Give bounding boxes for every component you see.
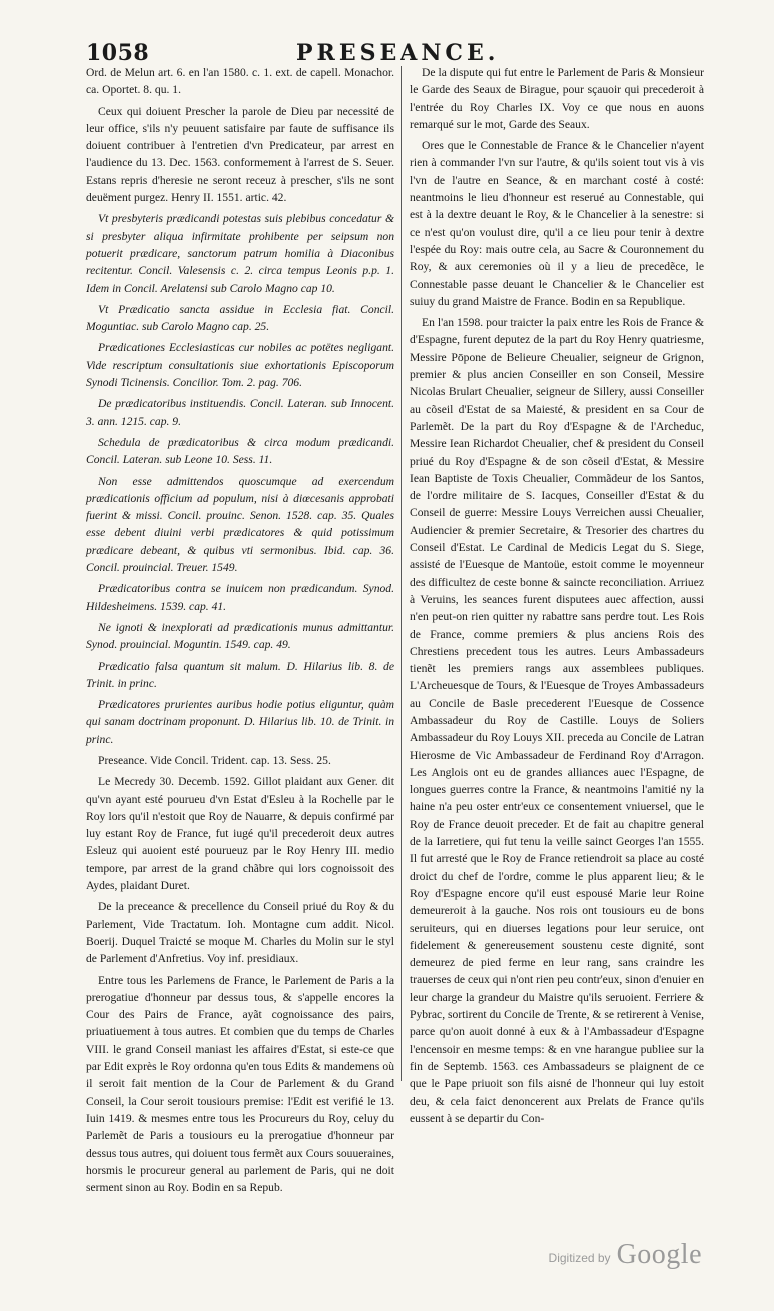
digitized-by-google-watermark (549, 1231, 702, 1271)
paragraph: Prædicatoribus contra se inuicem non prædicandum. Synod. Hildesheimens. 1539. cap. 41. (86, 582, 394, 613)
paragraph: Non esse admittendos quoscumque ad exercendum prædicationis officium ad populum, nisi à diœcesanis approbati fuerint & missi. Concil. prouinc. Senon. 1528. cap. 35. Quales esse debent diuini verbi prædicatores & quid potissimum prædicare debeant, & quibus vti sermonibus. Ibid. cap. 36. Concil. prouincial. Treuer. 1549. (86, 474, 394, 575)
paragraph: Prædicatio falsa quantum sit malum. D. Hilarius lib. 8. de Trinit. in princ. (86, 659, 394, 690)
page-header (86, 40, 706, 66)
paragraph: Ceux qui doiuent Prescher la parole de Dieu par necessité de leur office, s'ils n'y peuuent satisfaire par faute de suffisance ils doiuent contribuer à l'entretien d'vn Predicateur, par arrest en l'audience du 13. Dec. 1563. conformement à l'arrest de S. Seuer. Estans repris d'heresie ne seront receuz à prescher, s'ils ne sont deuëment purgez. Henry II. 1551. artic. 42. (86, 104, 394, 205)
paragraph: Preseance. Vide Concil. Trident. cap. 13. Sess. 25. (98, 753, 331, 767)
digitized-by-label: Digitized by (548, 1251, 611, 1265)
paragraph: Entre tous les Parlemens de France, le Parlement de Paris a la prerogatiue d'honneur par dessus tous, & s'appelle encores la Cour des Pairs de France, ayãt cognoissance des pairs, priuatiuement à tous autres. Et combien que du temps de Charles VIII. le grand Conseil maniast les affaires d'Estat, si este-ce que par Edit exprès le Roy ordonna qu'en tous Edits & mandemens où il seroit fait mention de la Cour de Parlement & du Grand Conseil, la Cour seroit tousiours premise: l'Edit est verifié le 13. Iuin 1419. & mesmes entre tous les Procureurs du Roy, celuy du Parlemẽt de Paris a tousiours eu la prerogatiue d'honneur par dessus tous autres, qui doiuent tous fermẽt aux Cours souueraines, horsmis le procureur general au parlement de Paris, qui ne doit serment sinon au Roy. Bodin en sa Repub. (86, 973, 394, 1195)
paragraph: Ord. de Melun art. 6. en l'an 1580. c. 1. ext. de capell. Monachor. ca. Oportet. 8. qu. 1. (86, 66, 394, 97)
page-number: 1058 (86, 40, 150, 66)
right-column (410, 64, 704, 1131)
paragraph: Ores que le Connestable de France & le Chancelier n'ayent rien à commander l'vn sur l'autre, & qu'ils soient tout vis à vis l'vn de l'autre en Seance, & en marchant costé à costé: neantmoins le lieu d'honneur est reserué au Connestable, qui est à la dextre deuant le Roy, & le Chancelier à la senestre: si ce n'est qu'on voulust dire, qu'il a ce lieu pour tenir à dextre l'espée du Roy: mais outre cela, au Sacre & Couronnement du Roy, & aux ceremonies où il y a lieu de precedẽce, le Connestable passe deuant le Chancelier & le Chancelier est suiuy du grand Maistre de France. Bodin en sa Republique. (410, 139, 704, 308)
paragraph: Vt Prædicatio sancta assidue in Ecclesia fiat. Concil. Moguntiac. sub Carolo Magno cap. 25. (86, 302, 394, 334)
paragraph: Prædicatores prurientes auribus hodie potius eliguntur, quàm qui sanam doctrinam proponunt. D. Hilarius lib. 10. de Trinit. in princ. (86, 698, 394, 746)
column-divider (401, 66, 402, 1081)
paragraph: De la dispute qui fut entre le Parlement de Paris & Monsieur le Garde des Seaux de Birague, pour sçauoir qui precederoit à l'entrée du Roy Charles IX. Voy ce que nous en auons remarqué sur le mot, Garde des Seaux. (410, 66, 704, 131)
paragraph: Prædicationes Ecclesiasticas cur nobiles ac potëtes negligant. Vide rescriptum consultationis siue exhortationis Episcoporum Synodi Ticinensis. Concilior. Tom. 2. pag. 706. (86, 341, 394, 390)
paragraph: Le Mecredy 30. Decemb. 1592. Gillot plaidant aux Gener. dit qu'vn ayant esté pourueu d'vn Estat d'Esleu à la Rochelle par le Roy lors qu'il n'estoit que Roy de Nauarre, & depuis confirmé par luy estant Roy de France, fut iugé qu'il precederoit deux autres Esleuz qui auoient esté pourueuz par le Roy Henry III. medio tempore, par arrest de la grand chãbre qui lors cognoissoit des Aydes, plaidant Duret. (86, 775, 394, 893)
running-head: PRESEANCE. (296, 40, 500, 66)
google-logo: Google (616, 1239, 702, 1270)
paragraph: De la preceance & precellence du Conseil priué du Roy & du Parlement, Vide Tractatum. Ioh. Montagne cum addit. Nicol. Boerij. Duquel Traicté se moque M. Charles du Molin sur le styl de Parlement d'Anfretius. Voy inf. presidiaux. (86, 900, 394, 966)
paragraph: En l'an 1598. pour traicter la paix entre les Rois de France & d'Espagne, furent deputez de la part du Roy Henry quatriesme, Messire Pōpone de Belieure Cheualier, seigneur de Grignon, premier & plus ancien Conseiller en son Conseil, Messire Nicolas Brulart Cheualier, seigneur de Sillery, aussi Conseiller au cõseil d'Estat de sa Maiesté, & president en sa Cour de Parlemẽt. De la part du Roy d'Espagne & de l'Archeduc, Messire Iean Richardot Cheualier, chef & president du Conseil priué du Roy d'Espagne & de son cõseil d'Estat, & Messire Iean Baptiste de Toxis Cheualier, Commãdeur de los Santos, de l'ordre militaire de S. Iacques, Conseiller d'Estat & du Conseil de guerre: Messire Louys Verreichen aussi Cheualier, Audiencier & premier Secretaire, & Tresorier des chartres du Conseil d'Estat. Le Cardinal de Medicis Legat du S. Siege, assisté de l'Euesque de Mantoüe, estoit comme le moyenneur des difficultez de ceste bonne & saincte reconciliation. Arriuez à Veruins, les seances furent disputees auec affection, aussi n'en peut-on rien quitter ny rabattre sans perdre tout. Les Rois de France, comme premiers & plus anciens Rois des Chrestiens precedent tous les autres. Leurs Ambassadeurs tienẽt les premiers rangs aux assemblees publiques. L'Archeuesque de Tours, & l'Euesque de Troyes Ambassadeurs au Concile de Basle precederent l'Euesque de Cossence Ambassadeur du Roy de Castille. Louys de Soliers Ambassadeur du Roy Louys XII. preceda au Concile de Latran Hierosme de Vic Ambassadeur de Ferdinand Roy d'Arragon. Les Anglois ont eu de grandes alliances auec l'Espagne, de longues guerres contre la France, & neantmoins l'amitié ny la haine n'a peu oster entr'eux ce consentement vniuersel, que le Roy de France deuoit preceder. Et de fait au chapitre general de la Iarretiere, qui fut tenu la veille sainct Georges l'an 1555. Il fut arresté que le Roy de France retiendroit sa place au costé droict du chef de l'ordre, comme le plus apparent lieu; & le Roy d'Espagne encore qu'il eust espousé Marie leur Roine demeureroit à la gauche. Nos rois ont tousiours eu de bons seruiteurs, qui en diuerses legations pour leur seruice, ont fidelement & genereusement soustenu ceste dignité, sont demeurez de pied ferme en leur rang, sans craindre les trauerses de ceux qui n'ont rien peu contr'eux, sinon d'enuier en leur charge la grandeur du Maistre qu'ils seruoient. Ferriere & Pybrac, sortirent du Concile de Trente, & se retirerent à Venise, parce qu'on auoit donné à eux & à l'Ambassadeur d'Espagne l'encensoir en mesme temps: & en vne harangue publiee sur la fin de Septemb. 1563. ces Ambassadeurs se plaignent de ce que le Pape priuoit son fils aisné de l'honneur qui luy estoit deu, & cela faict denoncerent aux Prelats de France qu'ils eussent à se departir du Con- (410, 316, 704, 1125)
paragraph: Schedula de prædicatoribus & circa modum prædicandi. Concil. Lateran. sub Leone 10. Sess. 11. (86, 435, 394, 467)
paragraph: Vt presbyteris prædicandi potestas suis plebibus concedatur & si presbyter aliqua infirmitate prohibente per seipsum non potuerit prædicare, sanctorum patrum homilia à Diaconibus recitentur. Concil. Valesensis c. 2. circa tempus Leonis p.p. 1. Idem in Concil. Arelatensi sub Carolo Magno cap 10. (86, 212, 394, 295)
paragraph: Ne ignoti & inexplorati ad prædicationis munus admittantur. Synod. prouincial. Moguntin. 1549. cap. 49. (86, 620, 394, 652)
left-column (86, 64, 394, 1200)
paragraph: De prædicatoribus instituendis. Concil. Lateran. sub Innocent. 3. ann. 1215. cap. 9. (86, 397, 394, 428)
